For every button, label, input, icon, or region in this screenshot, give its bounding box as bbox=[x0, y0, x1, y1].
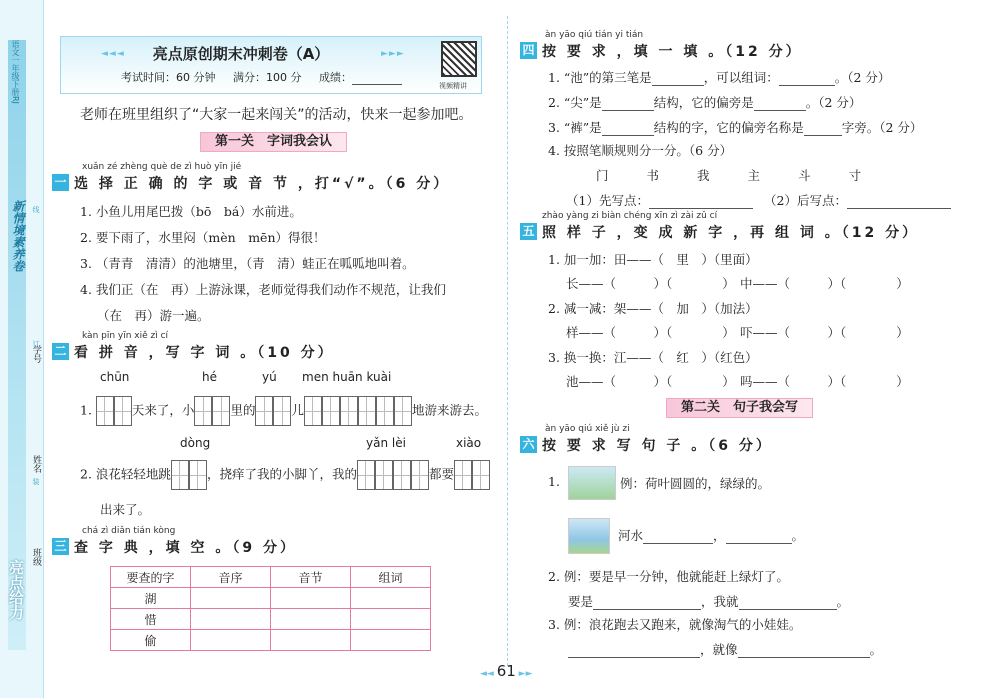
score-label: 成绩： bbox=[319, 71, 352, 84]
stroke-char: 主 bbox=[747, 168, 761, 183]
pinyin-cue: dòng bbox=[180, 436, 211, 450]
text-fragment: 结构，它的偏旁是 bbox=[653, 95, 754, 110]
answer-blank[interactable] bbox=[649, 208, 753, 209]
series-ribbon bbox=[8, 40, 26, 650]
column-header: 音节 bbox=[271, 567, 351, 588]
q3-pinyin: chá zì diǎn tián kòng bbox=[82, 526, 176, 536]
q6-answer-2 bbox=[568, 592, 849, 610]
answer-blank[interactable] bbox=[643, 543, 713, 544]
table-row bbox=[111, 609, 431, 630]
char-box[interactable] bbox=[454, 460, 472, 490]
text-fragment: 河水 bbox=[618, 528, 644, 543]
q1-pinyin: xuǎn zé zhèng què de zì huò yīn jié bbox=[82, 162, 242, 172]
q5-heading: 照 样 子 ，变 成 新 字 ，再 组 词 。（12 分） bbox=[542, 225, 920, 241]
answer-blank[interactable] bbox=[602, 135, 654, 136]
class-label: 班级 bbox=[31, 548, 41, 566]
stroke-char: 门 bbox=[596, 168, 609, 183]
answer-blank[interactable] bbox=[804, 135, 842, 136]
q4-item-3 bbox=[548, 118, 922, 136]
char-box[interactable] bbox=[394, 396, 412, 426]
char-box[interactable] bbox=[171, 460, 189, 490]
q4-sub-1 bbox=[566, 191, 753, 209]
pinyin-cue: xiào bbox=[456, 436, 482, 450]
q3-heading: 查 字 典 ，填 空 。（9 分） bbox=[74, 540, 297, 556]
q1-heading: 选 择 正 确 的 字 或 音 节 ，打“√”。（6 分） bbox=[74, 176, 451, 192]
column-header: 要查的字 bbox=[111, 567, 191, 588]
text-fragment: （2）后写点： bbox=[764, 193, 847, 208]
arrow-decor-right: ►► bbox=[515, 669, 533, 679]
answer-blank[interactable] bbox=[593, 609, 701, 610]
page-number-block bbox=[480, 662, 533, 680]
q6-example-3: 3. 例：浪花跑去又跑来，就像淘气的小娃娃。 bbox=[548, 617, 802, 632]
char-box[interactable] bbox=[96, 396, 114, 426]
q1-item[interactable]: 2. 要下雨了，水里闷（mèn mēn）得很！ bbox=[80, 230, 326, 245]
q4-pinyin: àn yāo qiú tián yi tián bbox=[545, 30, 644, 40]
text-fragment: 。（2 分） bbox=[834, 70, 891, 85]
score-blank[interactable] bbox=[352, 84, 402, 85]
lookup-char: 惜 bbox=[111, 609, 191, 630]
exam-banner bbox=[60, 36, 482, 94]
dictionary-table bbox=[110, 566, 431, 651]
q4-item-1 bbox=[548, 68, 890, 86]
series-title: 新情境素养卷 bbox=[11, 200, 25, 272]
pinyin-cue: yǎn lèi bbox=[366, 436, 406, 450]
text-fragment: 结构的字，它的偏旁名称是 bbox=[653, 120, 804, 135]
lookup-char: 湖 bbox=[111, 588, 191, 609]
table-row bbox=[111, 630, 431, 651]
text-fragment: ，我就 bbox=[701, 594, 739, 609]
char-box[interactable] bbox=[376, 396, 394, 426]
river-image bbox=[568, 518, 610, 554]
q4-sub-2 bbox=[764, 191, 951, 209]
q1-item[interactable]: 1. 小鱼儿用尾巴拨（bō bá）水前进。 bbox=[80, 204, 302, 219]
text-fragment: 都要 bbox=[428, 466, 454, 482]
stroke-char: 我 bbox=[697, 168, 710, 183]
stage-one-banner: 第一关 字词我会认 bbox=[200, 132, 347, 152]
name-label: 姓名 bbox=[31, 455, 41, 473]
item-number: 1. bbox=[80, 402, 92, 418]
arrow-decor-right: ►►► bbox=[381, 49, 405, 59]
char-box[interactable] bbox=[189, 460, 207, 490]
arrow-decor-left: ◄◄ bbox=[480, 669, 497, 679]
q5-answer-row[interactable]: 吓——（ ）（ ） bbox=[740, 325, 909, 340]
q1-number: 一 bbox=[52, 174, 69, 191]
q5-answer-row[interactable]: 吗——（ ）（ ） bbox=[740, 374, 909, 389]
text-fragment: 儿 bbox=[291, 402, 304, 418]
cut-mark: 装 bbox=[32, 478, 40, 485]
q6-item-number: 1. bbox=[548, 474, 560, 489]
stage-two-banner: 第二关 句子我会写 bbox=[666, 398, 813, 418]
q5-example: 2. 减一减：架——（ 加 ）（加法） bbox=[548, 301, 758, 316]
text-fragment: 浪花轻轻地跳 bbox=[95, 466, 171, 482]
text-fragment: 2. “尖”是 bbox=[548, 95, 602, 110]
q6-heading: 按 要 求 写 句 子 。（6 分） bbox=[542, 438, 773, 454]
answer-blank[interactable] bbox=[738, 657, 870, 658]
arrow-decor-left: ◄◄◄ bbox=[101, 49, 125, 59]
qr-code[interactable] bbox=[441, 41, 477, 77]
q5-answer-row[interactable]: 样——（ ）（ ） bbox=[566, 325, 735, 340]
answer-blank[interactable] bbox=[568, 657, 700, 658]
edition-label: 语文一年级下册RJ bbox=[11, 40, 20, 104]
text-fragment: 3. “裤”是 bbox=[548, 120, 602, 135]
qr-label: 视频精讲 bbox=[439, 82, 467, 90]
q3-number: 三 bbox=[52, 538, 69, 555]
punctuation: 。 bbox=[869, 642, 883, 657]
q1-item[interactable]: 4. 我们正（在 再）上游泳课，老师觉得我们动作不规范，让我们 bbox=[80, 282, 446, 297]
punctuation: 。 bbox=[791, 528, 805, 543]
q4-number: 四 bbox=[520, 42, 537, 59]
char-box[interactable] bbox=[357, 460, 375, 490]
cut-mark: 订 bbox=[32, 340, 40, 347]
answer-blank[interactable] bbox=[739, 609, 837, 610]
char-box[interactable] bbox=[322, 396, 340, 426]
lotus-leaf-image bbox=[568, 466, 616, 500]
q5-pinyin: zhào yàng zi biàn chéng xīn zì zài zǔ cí bbox=[542, 211, 718, 221]
char-box[interactable] bbox=[212, 396, 230, 426]
char-box[interactable] bbox=[472, 460, 490, 490]
q2-number: 二 bbox=[52, 343, 69, 360]
answer-blank[interactable] bbox=[847, 208, 951, 209]
q1-item[interactable]: （在 再）游一遍。 bbox=[97, 308, 210, 323]
answer-cell[interactable] bbox=[351, 609, 431, 630]
punctuation: ， bbox=[713, 528, 726, 543]
answer-blank[interactable] bbox=[726, 543, 792, 544]
text-fragment: ，就像 bbox=[700, 642, 738, 657]
intro-text: 老师在班里组织了“大家一起来闯关”的活动，快来一起参加吧。 bbox=[80, 107, 473, 123]
answer-blank[interactable] bbox=[652, 85, 704, 86]
answer-blank[interactable] bbox=[602, 110, 654, 111]
q6-answer-1 bbox=[618, 526, 804, 544]
exam-info bbox=[121, 69, 416, 85]
table-row bbox=[111, 588, 431, 609]
q5-answer-row[interactable]: 长——（ ）（ ） bbox=[566, 276, 735, 291]
stroke-char-list bbox=[596, 166, 861, 184]
answer-cell[interactable] bbox=[191, 609, 271, 630]
pinyin-cue: men huān kuài bbox=[302, 370, 392, 384]
answer-blank[interactable] bbox=[754, 110, 806, 111]
stroke-char: 书 bbox=[646, 168, 660, 183]
text-fragment: 。（2 分） bbox=[805, 95, 862, 110]
full-score: 满分：100 分 bbox=[233, 71, 302, 84]
q4-item-4: 4. 按照笔顺规则分一分。（6 分） bbox=[548, 143, 733, 158]
text-fragment: 1. “池”的第三笔是 bbox=[548, 70, 652, 85]
column-header: 音序 bbox=[191, 567, 271, 588]
student-number-label: 学号 bbox=[31, 345, 41, 363]
text-fragment: 里的 bbox=[230, 402, 256, 418]
q5-example: 1. 加一加：田——（ 里 ）（里面） bbox=[548, 252, 758, 267]
q2-heading: 看 拼 音 ，写 字 词 。（10 分） bbox=[74, 345, 335, 361]
q2-continuation: 出来了。 bbox=[100, 502, 151, 517]
text-fragment: 天来了，小 bbox=[131, 402, 195, 418]
q4-heading: 按 要 求 ，填 一 填 。（12 分） bbox=[542, 44, 803, 60]
text-fragment: 要是 bbox=[568, 594, 594, 609]
q6-answer-3 bbox=[568, 640, 882, 658]
text-fragment: ，挠痒了我的小脚丫，我的 bbox=[206, 466, 357, 482]
answer-cell[interactable] bbox=[351, 588, 431, 609]
char-box[interactable] bbox=[194, 396, 212, 426]
pinyin-cue: chūn bbox=[100, 370, 130, 384]
q1-item[interactable]: 3. （青青 清清）的池塘里，（青 清）蛙正在呱呱地叫着。 bbox=[80, 256, 415, 271]
char-box[interactable] bbox=[340, 396, 358, 426]
table-header-row bbox=[111, 567, 431, 588]
answer-cell[interactable] bbox=[191, 630, 271, 651]
char-box[interactable] bbox=[358, 396, 376, 426]
char-box[interactable] bbox=[304, 396, 322, 426]
answer-blank[interactable] bbox=[779, 85, 835, 86]
q2-sentence-2 bbox=[80, 460, 490, 490]
char-box[interactable] bbox=[255, 396, 273, 426]
text-fragment: 地游来游去。 bbox=[411, 402, 487, 418]
text-fragment: （1）先写点： bbox=[566, 193, 649, 208]
q6-number: 六 bbox=[520, 436, 537, 453]
answer-cell[interactable] bbox=[191, 588, 271, 609]
page-number: 61 bbox=[496, 662, 516, 680]
answer-cell[interactable] bbox=[271, 630, 351, 651]
exam-title: 亮点原创期末冲刺卷（A） bbox=[152, 45, 330, 63]
q2-sentence-1 bbox=[80, 396, 487, 426]
q6-pinyin: àn yāo qiú xiě jù zi bbox=[545, 424, 630, 434]
text-fragment: 字旁。（2 分） bbox=[841, 120, 923, 135]
char-box[interactable] bbox=[411, 460, 429, 490]
q5-example: 3. 换一换：江——（ 红 ）（红色） bbox=[548, 350, 758, 365]
punctuation: 。 bbox=[836, 594, 850, 609]
char-box[interactable] bbox=[114, 396, 132, 426]
cut-mark: 线 bbox=[32, 206, 40, 213]
q4-item-2 bbox=[548, 93, 861, 111]
q5-answer-row[interactable]: 中——（ ）（ ） bbox=[740, 276, 909, 291]
stroke-char: 寸 bbox=[848, 168, 862, 183]
q6-example-2: 2. 例：要是早一分钟，他就能赶上绿灯了。 bbox=[548, 569, 789, 584]
q6-example-1: 例：荷叶圆圆的，绿绿的。 bbox=[620, 476, 771, 491]
char-box[interactable] bbox=[273, 396, 291, 426]
page-divider bbox=[507, 16, 508, 666]
q5-answer-row[interactable]: 池——（ ）（ ） bbox=[566, 374, 735, 389]
lookup-char: 偷 bbox=[111, 630, 191, 651]
answer-cell[interactable] bbox=[271, 588, 351, 609]
answer-cell[interactable] bbox=[271, 609, 351, 630]
item-number: 2. bbox=[80, 466, 92, 482]
stroke-char: 斗 bbox=[798, 168, 811, 183]
exam-time: 考试时间：60 分钟 bbox=[121, 71, 216, 84]
text-fragment: ，可以组词： bbox=[703, 70, 779, 85]
q2-pinyin: kàn pīn yīn xiě zì cí bbox=[82, 331, 169, 341]
q5-number: 五 bbox=[520, 223, 537, 240]
char-box[interactable] bbox=[393, 460, 411, 490]
column-header: 组词 bbox=[351, 567, 431, 588]
pinyin-cue: hé bbox=[202, 370, 217, 384]
pinyin-cue: yú bbox=[262, 370, 277, 384]
char-box[interactable] bbox=[375, 460, 393, 490]
brand-logo: 亮点给力 bbox=[7, 560, 25, 620]
answer-cell[interactable] bbox=[351, 630, 431, 651]
